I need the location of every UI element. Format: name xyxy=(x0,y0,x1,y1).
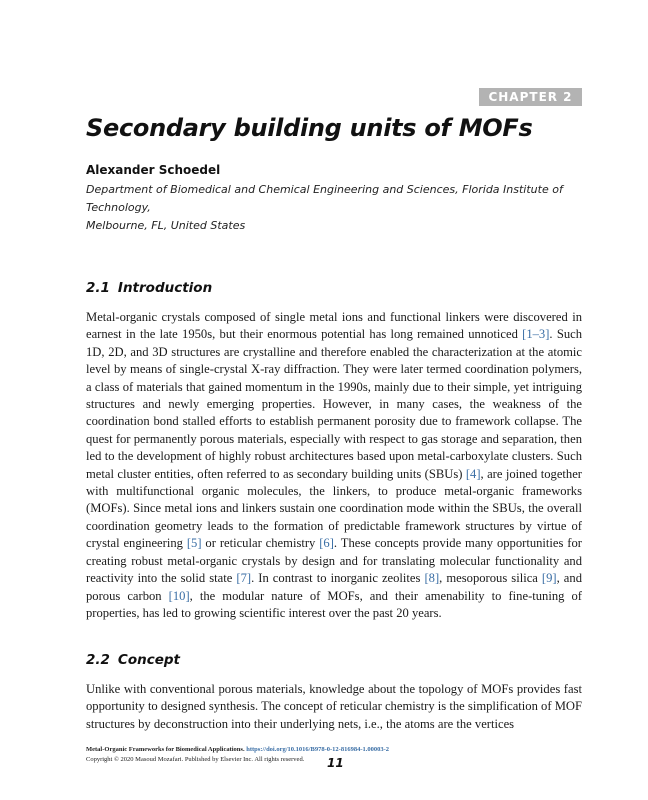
intro-text: , and porous carbon xyxy=(86,571,582,603)
chapter-title: Secondary building units of MOFs xyxy=(86,114,533,142)
affiliation-line-1: Department of Biomedical and Chemical Engineering and Sciences, Florida Institute of Technology, xyxy=(86,183,563,214)
concept-paragraph: Unlike with conventional porous materials, knowledge about the topology of MOFs provides fast opportunity to designed synthesis. The concept of reticular chemistry is the simplification of MOF structures by deconstruction into their underlying nets, i.e., the atoms are the vertices xyxy=(86,682,582,731)
copyright-notice: Copyright © 2020 Masoud Mozafari. Published by Elsevier Inc. All rights reserved. xyxy=(86,756,305,763)
citation-link[interactable]: [7] xyxy=(236,571,252,586)
author-name: Alexander Schoedel xyxy=(86,163,221,177)
section-number: 2.2 xyxy=(86,652,110,668)
affiliation-line-2: Melbourne, FL, United States xyxy=(86,219,246,232)
section-number: 2.1 xyxy=(86,280,110,296)
chapter-label: CHAPTER 2 xyxy=(479,88,582,106)
citation-link[interactable]: [8] xyxy=(424,571,440,586)
intro-text: or reticular chemistry xyxy=(201,536,320,551)
citation-link[interactable]: [5] xyxy=(186,536,202,551)
citation-link[interactable]: [4] xyxy=(465,466,481,481)
intro-text: . Such 1D, 2D, and 3D structures are crystalline and therefore enabled the characterization at the atomic level by means of single-crystal X-ray diffraction. They were later termed coordination polymers, a class of materials that gained momentum in the 1990s, mainly due to their simple, yet intriguing structures and newly emerging properties. However, in many cases, the weakness of the coordination bond stalled efforts to establish permanent porosity due to framework collapse. The quest for permanently porous materials, especially with respect to gas storage and separation, then led to the development of highly robust architectures based upon metal-carboxylate clusters. Such metal cluster entities, often referred to as secondary building units (SBUs) xyxy=(86,327,583,481)
intro-text: , the modular nature of MOFs, and their amenability to fine-tuning of properties, has led to growing scientific interest over the past 20 years. xyxy=(86,588,582,620)
section-heading-concept xyxy=(86,652,180,668)
intro-text: , are joined together with multifunctional organic molecules, the linkers, to produce metal-organic frameworks (MOFs). Since metal ions and linkers sustain one coordination mode within the SBUs, the overall coordination geometry leads to the formation of predictable framework structures by virtue of crystal engineering xyxy=(86,466,582,551)
section-heading-introduction xyxy=(86,280,212,296)
intro-text: Metal-organic crystals composed of single metal ions and functional linkers were discovered in earnest in the late 1950s, but their enormous potential has long remained unnoticed xyxy=(86,310,582,342)
author-affiliation xyxy=(86,181,586,235)
footer-citation xyxy=(86,745,586,755)
intro-text: , mesoporous silica xyxy=(439,571,542,586)
citation-link[interactable]: [10] xyxy=(168,588,190,603)
doi-link[interactable]: https://doi.org/10.1016/B978-0-12-816984-1.00003-2 xyxy=(246,746,390,753)
introduction-paragraph xyxy=(86,309,582,622)
page-number: 11 xyxy=(327,756,344,770)
citation-link[interactable]: [6] xyxy=(319,536,334,551)
intro-text: . These concepts provide many opportunities for creating robust metal-organic crystals by design and for translating molecular functionality and reactivity into the solid state xyxy=(86,536,582,586)
intro-text: . In contrast to inorganic zeolites xyxy=(251,571,425,586)
citation-link[interactable]: [1–3] xyxy=(522,327,550,342)
section-title: Introduction xyxy=(117,280,213,296)
citation-link[interactable]: [9] xyxy=(541,571,557,586)
section-title: Concept xyxy=(117,652,180,668)
book-title: Metal-Organic Frameworks for Biomedical Applications. xyxy=(86,746,245,753)
